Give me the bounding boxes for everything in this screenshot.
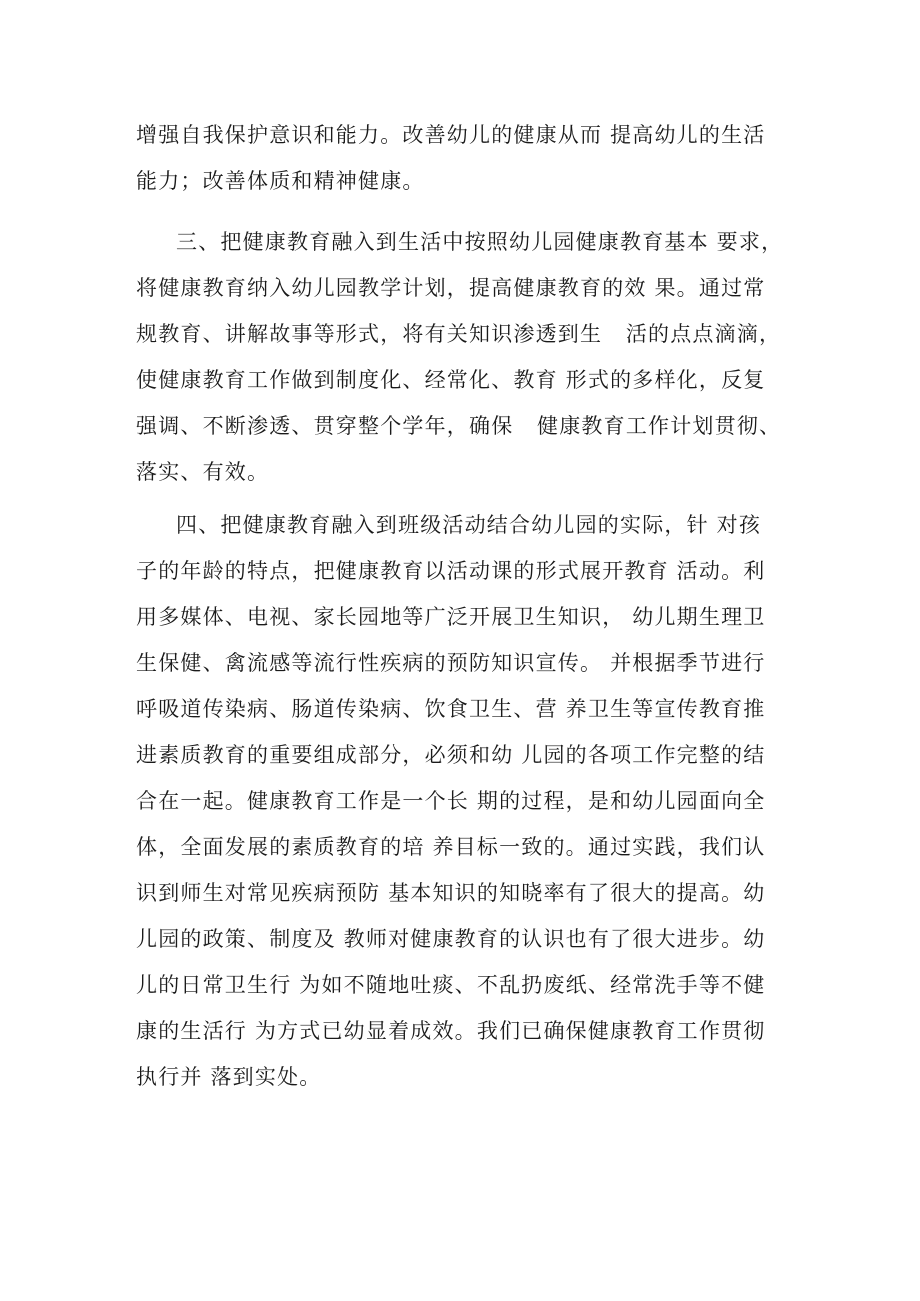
text-line: 执行并 落到实处。: [136, 1065, 322, 1089]
text-line: 呼吸道传染病、肠道传染病、饮食卫生、营 养卫生等宣传教育推: [136, 697, 766, 721]
paragraph-2: [136, 219, 812, 495]
text-line: 规教育、讲解故事等形式，将有关知识渗透到生 活的点点滴滴，: [136, 322, 782, 346]
text-line: 合在一起。健康教育工作是一个长 期的过程，是和幼儿园面向全: [136, 789, 766, 813]
text-line: 使健康教育工作做到制度化、经常化、教育 形式的多样化，反复: [136, 368, 766, 392]
text-line: 儿的日常卫生行 为如不随地吐痰、不乱扔废纸、经常洗手等不健: [136, 973, 766, 997]
text-line: 康的生活行 为方式已幼显着成效。我们已确保健康教育工作贯彻: [136, 1019, 766, 1043]
text-line: 落实、有效。: [136, 460, 270, 484]
text-line: 增强自我保护意识和能力。改善幼儿的健康从而 提高幼儿的生活: [136, 123, 766, 147]
paragraph-1: [136, 112, 812, 204]
text-line: 体，全面发展的素质教育的培 养目标一致的。通过实践，我们认: [136, 835, 766, 859]
text-line: 进素质教育的重要组成部分，必须和幼 儿园的各项工作完整的结: [136, 743, 766, 767]
text-line: 儿园的政策、制度及 教师对健康教育的认识也有了很大进步。幼: [136, 927, 766, 951]
document-page: [136, 112, 812, 1100]
text-line: 三、把健康教育融入到生活中按照幼儿园健康教育基本 要求，: [176, 230, 784, 254]
paragraph-3: [136, 502, 812, 1100]
text-line: 四、把健康教育融入到班级活动结合幼儿园的实际，针 对孩: [176, 513, 762, 537]
text-line: 将健康教育纳入幼儿园教学计划，提高健康教育的效 果。通过常: [136, 276, 766, 300]
text-line: 生保健、禽流感等流行性疾病的预防知识宣传。 并根据季节进行: [136, 651, 766, 675]
text-line: 识到师生对常见疾病预防 基本知识的知晓率有了很大的提高。幼: [136, 881, 766, 905]
text-line: 能力；改善体质和精神健康。: [136, 169, 425, 193]
text-line: 强调、不断渗透、贯穿整个学年，确保 健康教育工作计划贯彻、: [136, 414, 782, 438]
text-line: 子的年龄的特点，把健康教育以活动课的形式展开教育 活动。利: [136, 559, 766, 583]
text-line: 用多媒体、电视、家长园地等广泛开展卫生知识， 幼儿期生理卫: [136, 605, 766, 629]
